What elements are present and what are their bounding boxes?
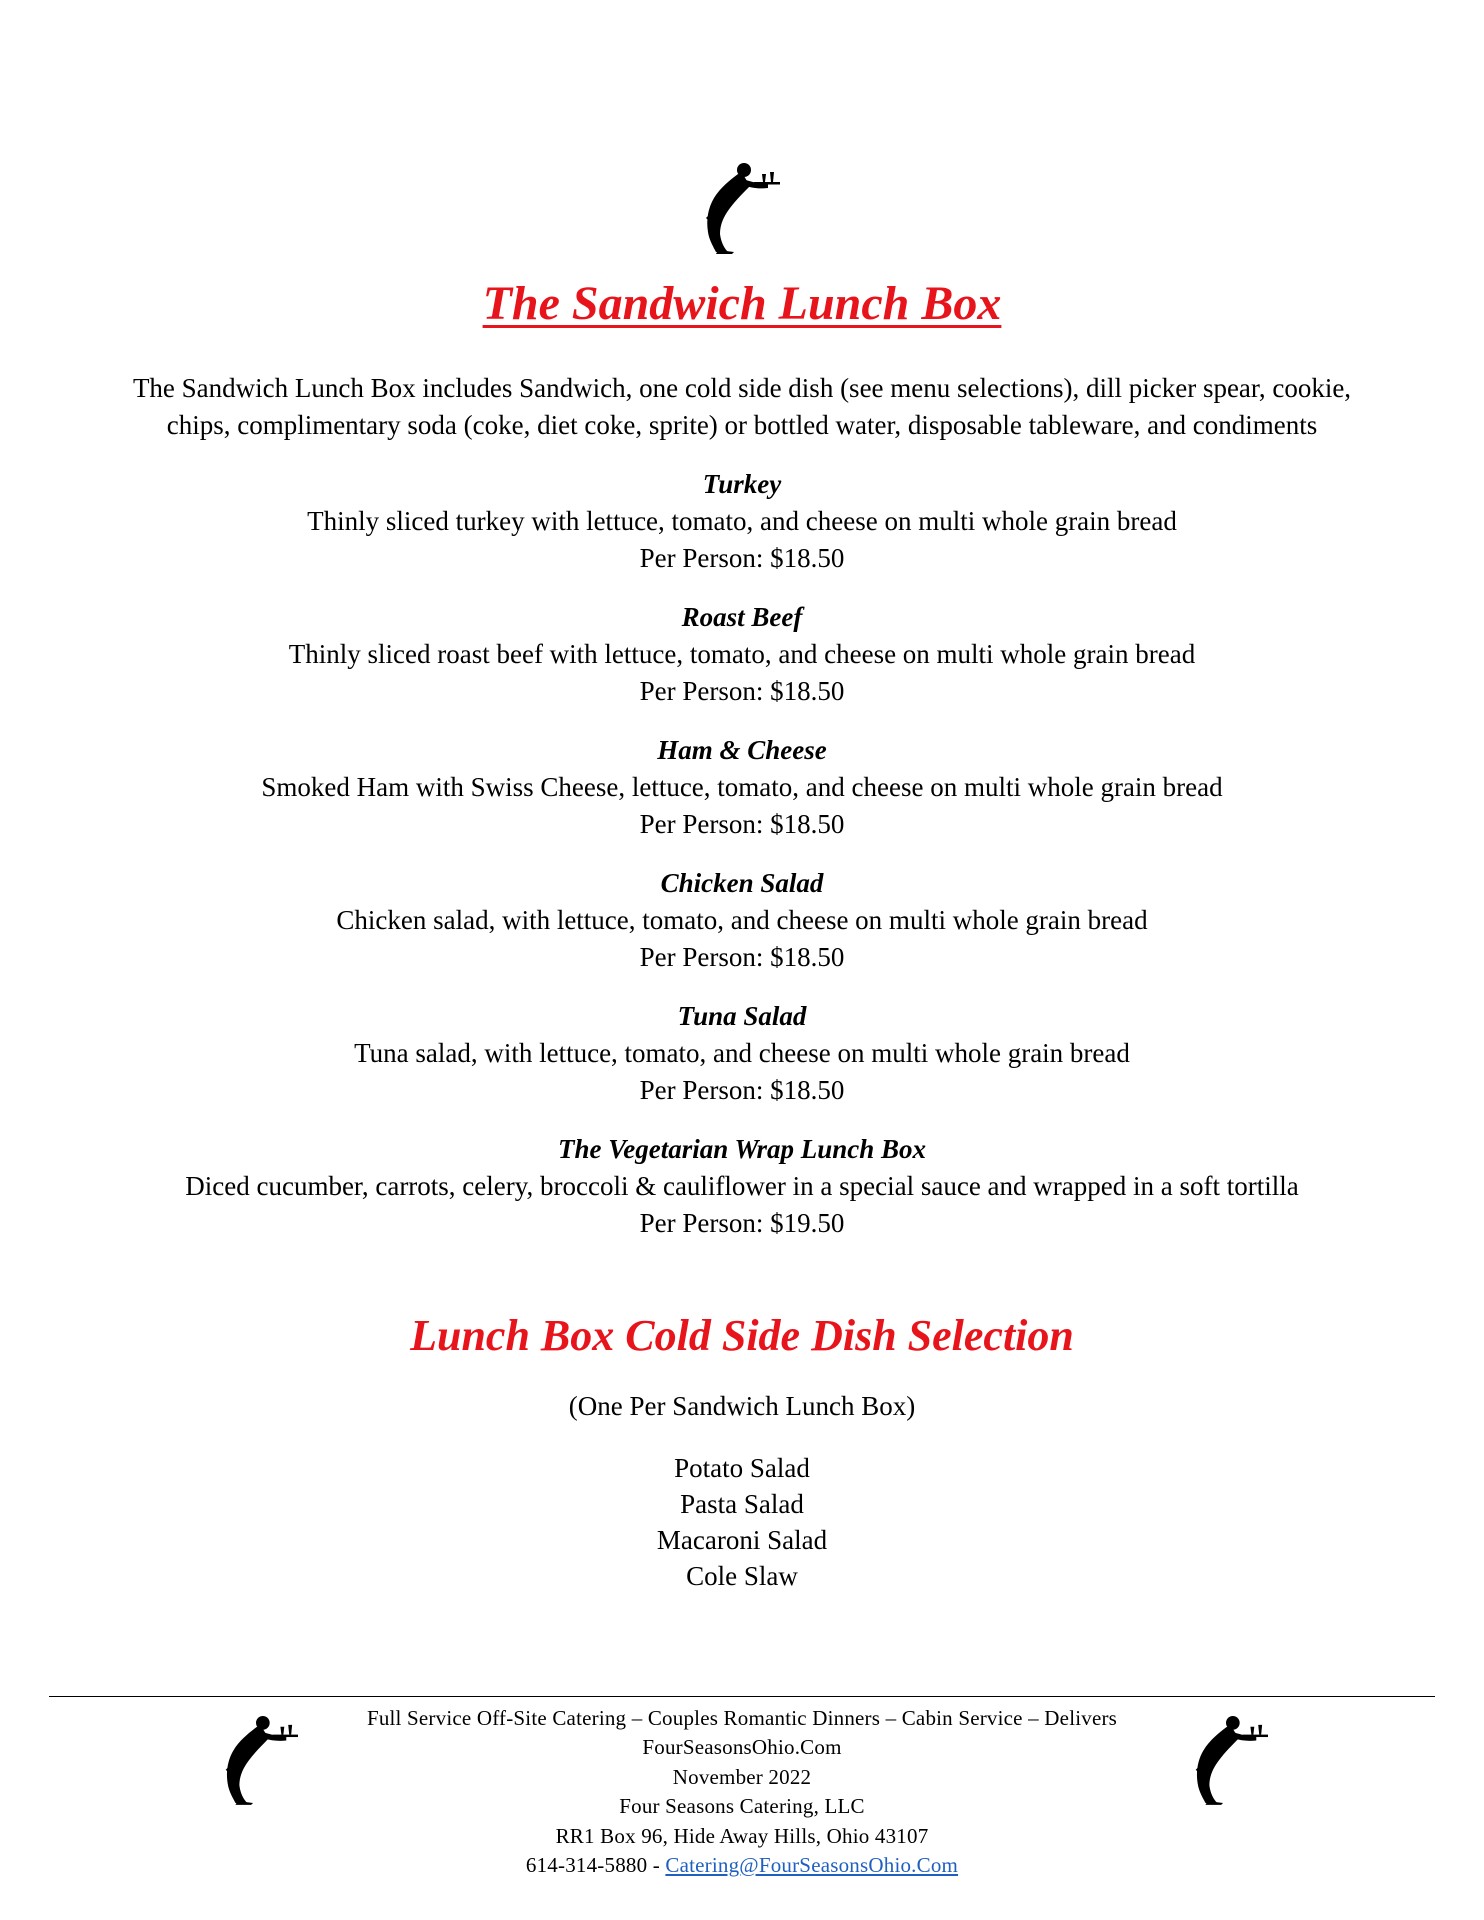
menu-item-price: Per Person: $18.50 xyxy=(639,676,845,706)
menu-item xyxy=(0,1131,1484,1242)
footer-phone: 614-314-5880 - xyxy=(525,1853,666,1878)
menu-item xyxy=(0,599,1484,710)
menu-item-price: Per Person: $19.50 xyxy=(639,1208,845,1238)
footer-company: Four Seasons Catering, LLC xyxy=(619,1794,865,1819)
footer-email-link[interactable]: Catering@FourSeasonsOhio.Com xyxy=(665,1853,959,1878)
footer-contact xyxy=(0,1851,1484,1880)
menu-item-description: Smoked Ham with Swiss Cheese, lettuce, tomato, and cheese on multi whole grain bread xyxy=(261,772,1223,802)
menu-item-name: Turkey xyxy=(702,469,782,499)
footer-services: Full Service Off-Site Catering – Couples Romantic Dinners – Cabin Service – Delivers xyxy=(366,1706,1118,1730)
menu-item-price: Per Person: $18.50 xyxy=(639,942,845,972)
menu-item-price: Per Person: $18.50 xyxy=(639,809,845,839)
side-dish-item: Cole Slaw xyxy=(686,1561,798,1591)
intro-line-2: chips, complimentary soda (coke, diet coke, sprite) or bottled water, disposable tableware, and condiments xyxy=(166,410,1318,440)
side-dish-list xyxy=(0,1450,1484,1594)
menu-item xyxy=(0,865,1484,976)
side-dish-item: Macaroni Salad xyxy=(656,1525,828,1555)
menu-item-name: Tuna Salad xyxy=(677,1001,807,1031)
menu-item-description: Thinly sliced turkey with lettuce, tomato, and cheese on multi whole grain bread xyxy=(307,506,1177,536)
sandwich-menu xyxy=(0,466,1484,1264)
footer-address: RR1 Box 96, Hide Away Hills, Ohio 43107 xyxy=(555,1823,929,1848)
waiter-silhouette-icon xyxy=(694,162,780,254)
side-dish-note: (One Per Sandwich Lunch Box) xyxy=(568,1391,916,1421)
menu-item-price: Per Person: $18.50 xyxy=(639,543,845,573)
footer-date: November 2022 xyxy=(672,1764,812,1789)
menu-item-description: Diced cucumber, carrots, celery, broccoli & cauliflower in a special sauce and wrapped in a soft tortilla xyxy=(185,1171,1299,1201)
menu-item xyxy=(0,998,1484,1109)
page-title: The Sandwich Lunch Box xyxy=(482,277,1002,330)
side-dish-item: Potato Salad xyxy=(674,1453,810,1483)
menu-item-description: Thinly sliced roast beef with lettuce, tomato, and cheese on multi whole grain bread xyxy=(288,639,1196,669)
menu-item-name: Roast Beef xyxy=(681,602,803,632)
side-dish-item: Pasta Salad xyxy=(680,1489,804,1519)
menu-item-description: Chicken salad, with lettuce, tomato, and cheese on multi whole grain bread xyxy=(336,905,1148,935)
footer-website: FourSeasonsOhio.Com xyxy=(642,1735,842,1760)
footer xyxy=(0,1704,1484,1880)
menu-item-name: Chicken Salad xyxy=(660,868,824,898)
menu-item xyxy=(0,732,1484,843)
menu-item-name: Ham & Cheese xyxy=(657,735,827,765)
menu-item-description: Tuna salad, with lettuce, tomato, and cheese on multi whole grain bread xyxy=(354,1038,1130,1068)
intro-line-1: The Sandwich Lunch Box includes Sandwich, one cold side dish (see menu selections), dill picker spear, cookie, xyxy=(132,373,1352,403)
side-dish-title: Lunch Box Cold Side Dish Selection xyxy=(410,1311,1074,1360)
intro-text xyxy=(0,370,1484,444)
menu-item xyxy=(0,466,1484,577)
footer-divider xyxy=(49,1696,1435,1697)
menu-item-name: The Vegetarian Wrap Lunch Box xyxy=(557,1134,927,1164)
menu-item-price: Per Person: $18.50 xyxy=(639,1075,845,1105)
